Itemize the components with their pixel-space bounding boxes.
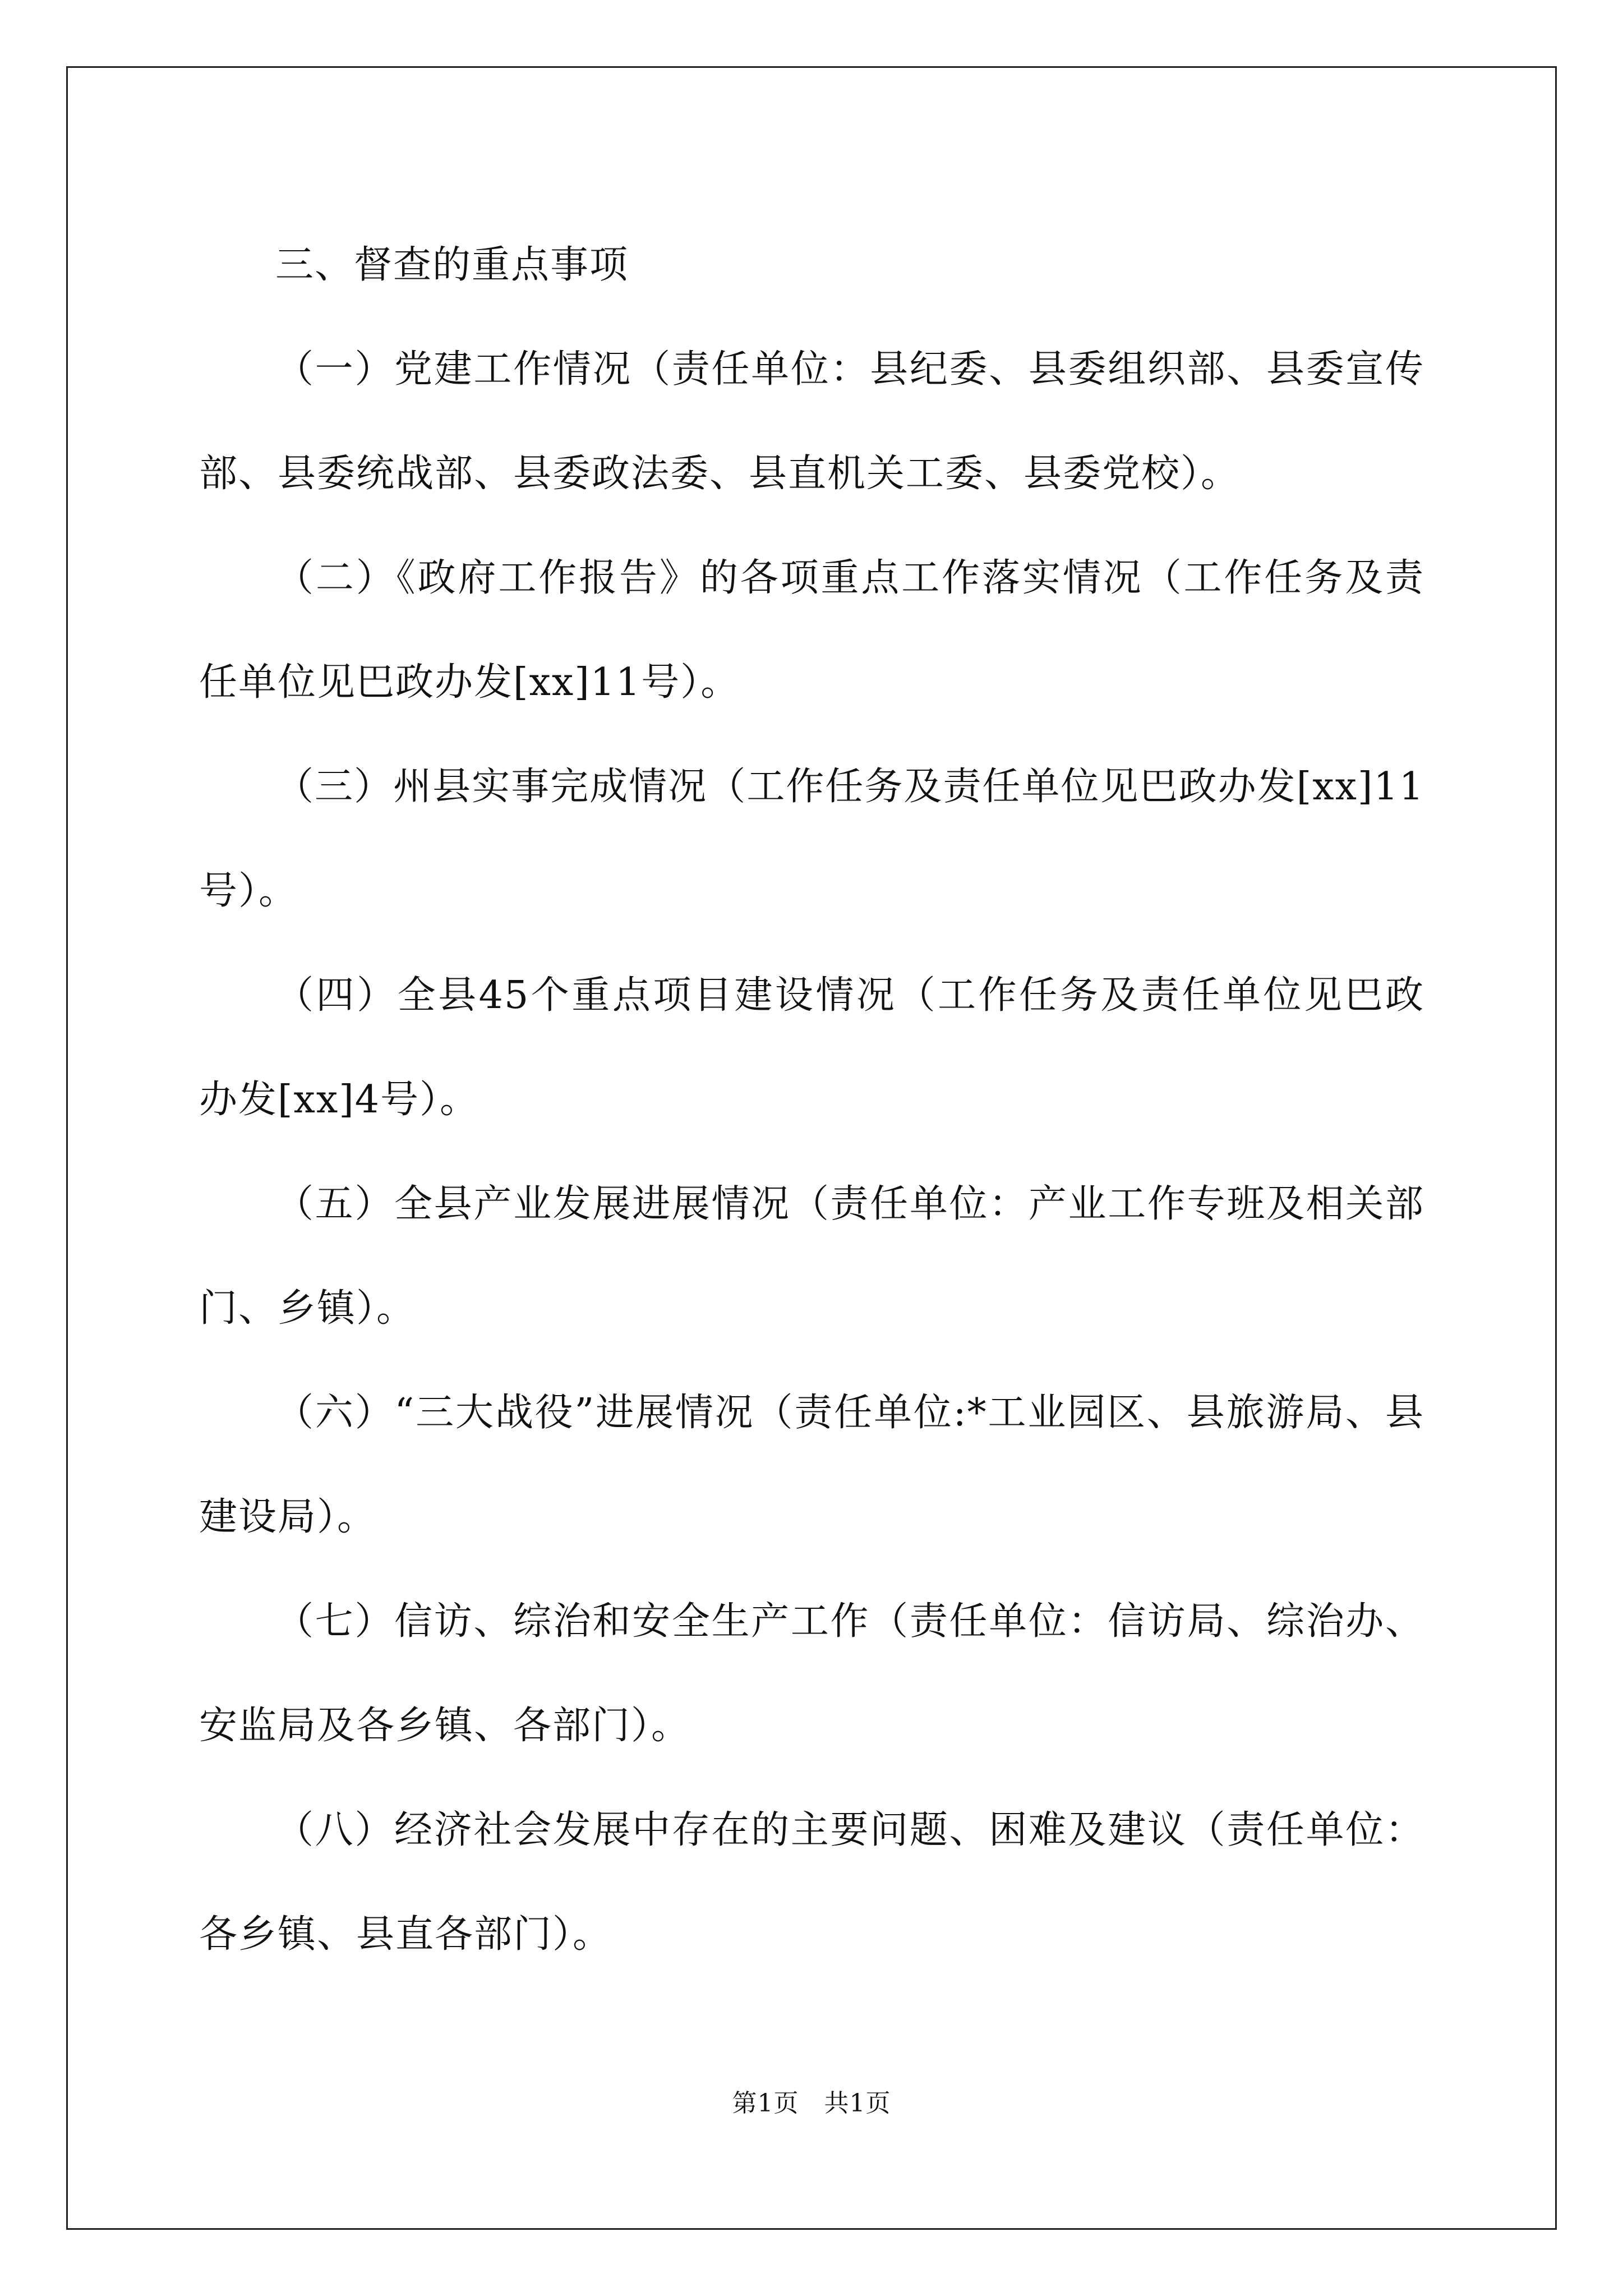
document-body (199, 213, 1424, 1987)
page-footer (0, 2087, 1623, 2120)
paragraph-item-6: （六）“三大战役”进展情况（责任单位:*工业园区、县旅游局、县建设局）。 (199, 1391, 1424, 1539)
page-number: 第1页 (732, 2089, 799, 2118)
paragraph-item-3: （三）州县实事完成情况（工作任务及责任单位见巴政办发[xx]11号）。 (199, 765, 1424, 913)
paragraph-item-7: （七）信访、综治和安全生产工作（责任单位：信访局、综治办、安监局及各乡镇、各部门）。 (199, 1599, 1424, 1748)
page-total: 共1页 (824, 2089, 891, 2118)
paragraph-item-4: （四）全县45个重点项目建设情况（工作任务及责任单位见巴政办发[xx]4号）。 (199, 973, 1424, 1122)
paragraph-item-8: （八）经济社会发展中存在的主要问题、困难及建议（责任单位：各乡镇、县直各部门）。 (199, 1808, 1424, 1957)
paragraph-item-2: （二）《政府工作报告》的各项重点工作落实情况（工作任务及责任单位见巴政办发[xx]11号）。 (199, 556, 1424, 705)
section-heading: 三、督查的重点事项 (275, 243, 629, 287)
paragraph-item-1: （一）党建工作情况（责任单位：县纪委、县委组织部、县委宣传部、县委统战部、县委政法委、县直机关工委、县委党校）。 (199, 347, 1424, 496)
paragraph-item-5: （五）全县产业发展进展情况（责任单位：产业工作专班及相关部门、乡镇）。 (199, 1182, 1424, 1331)
